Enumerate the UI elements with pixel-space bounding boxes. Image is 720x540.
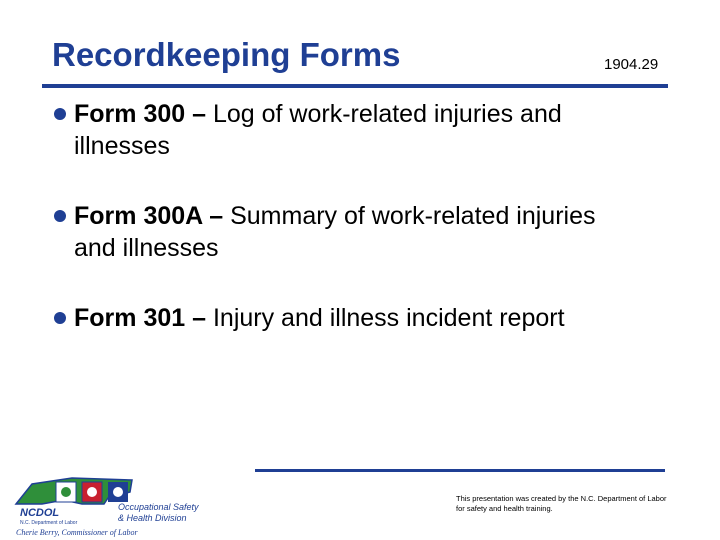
title-divider — [42, 84, 668, 88]
ncdol-osh-logo — [12, 470, 212, 538]
footer-divider — [255, 469, 665, 472]
logo-ncdol-text: NCDOL — [20, 507, 60, 519]
footer-note: This presentation was created by the N.C. Department of Labor for safety and health training. — [456, 494, 667, 513]
form-name: Form 301 – — [74, 304, 207, 332]
standard-reference: 1904.29 — [604, 56, 659, 73]
slide-title: Recordkeeping Forms — [52, 36, 401, 73]
logo-osh-text-2: & Health Division — [118, 513, 187, 523]
bullet-text — [74, 200, 644, 264]
bullet-icon — [54, 210, 66, 222]
logo-dept-text: N.C. Department of Labor — [20, 520, 78, 526]
logo-osh-text-1: Occupational Safety — [118, 502, 199, 512]
form-description: Log of work-related injuries and illnesses — [74, 100, 562, 160]
bullet-icon — [54, 312, 66, 324]
form-name: Form 300 – — [74, 100, 207, 128]
form-name: Form 300A – — [74, 202, 224, 230]
bullet-text — [74, 302, 644, 334]
logo-commissioner-text: Cherie Berry, Commissioner of Labor — [16, 528, 138, 537]
form-description: Summary of work-related injuries and illnesses — [74, 202, 596, 262]
bullet-icon — [54, 108, 66, 120]
bullet-text — [74, 98, 644, 162]
form-description: Injury and illness incident report — [212, 304, 565, 332]
